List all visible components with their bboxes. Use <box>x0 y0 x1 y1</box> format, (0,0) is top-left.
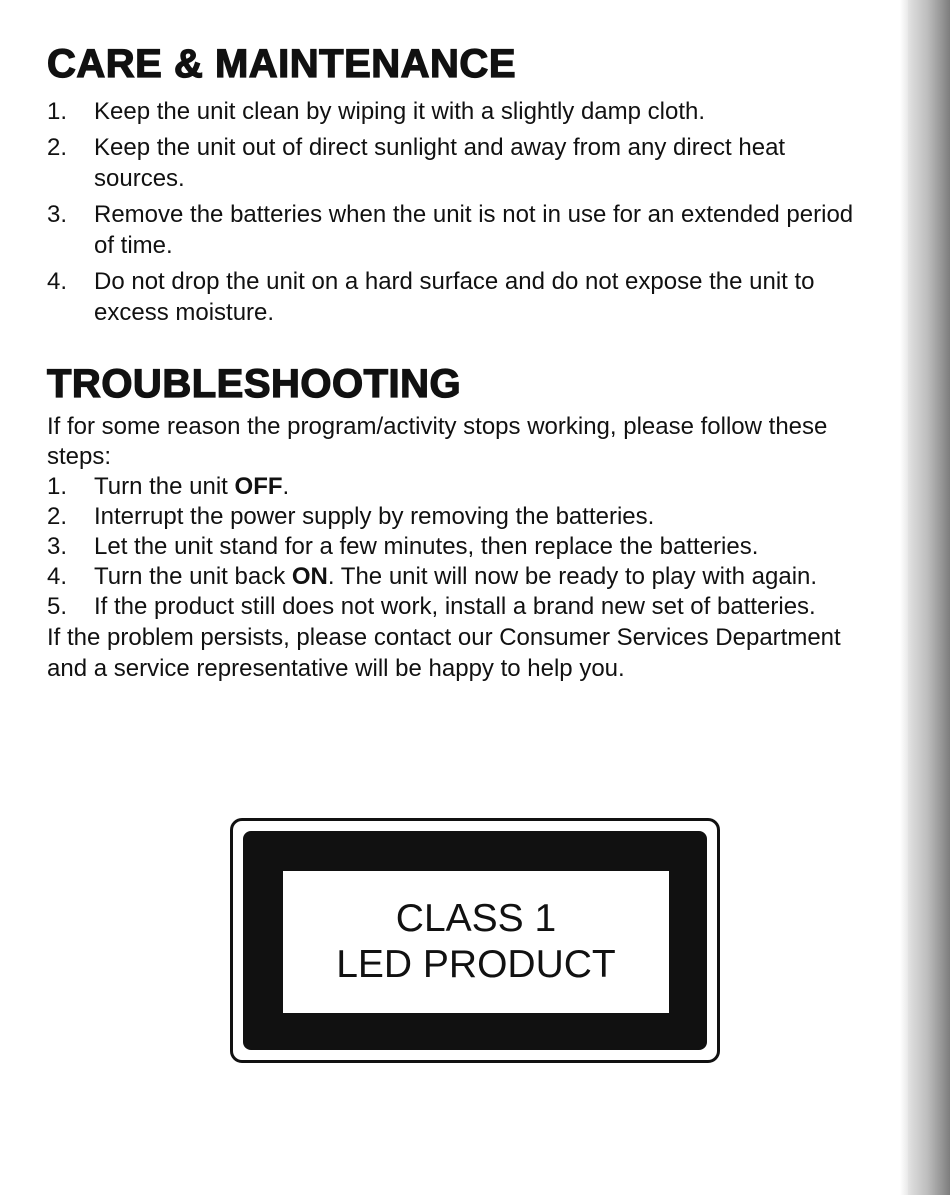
manual-page <box>47 38 867 684</box>
care-list <box>47 96 867 328</box>
care-item: 2. Keep the unit out of direct sunlight and away from any direct heat sources. <box>47 134 786 192</box>
step-item: 1. Turn the unit OFF. <box>47 473 290 500</box>
care-item: 1. Keep the unit clean by wiping it with a slightly damp cloth. <box>47 98 706 125</box>
care-item: 4. Do not drop the unit on a hard surface and do not expose the unit to excess moisture. <box>47 268 815 326</box>
troubleshooting-heading: TROUBLESHOOTING <box>47 362 462 406</box>
page-edge-shadow <box>900 0 950 1195</box>
step-item: 4. Turn the unit back ON. The unit will now be ready to play with again. <box>47 563 818 590</box>
label-text-box <box>283 871 669 1013</box>
care-item: 3. Remove the batteries when the unit is not in use for an extended period of time. <box>47 201 854 259</box>
step-item: 5. If the product still does not work, install a brand new set of batteries. <box>47 593 816 620</box>
label-line-2: LED PRODUCT <box>336 943 616 986</box>
step-item: 2. Interrupt the power supply by removing the batteries. <box>47 503 655 530</box>
troubleshooting-intro: If for some reason the program/activity stops working, please follow these steps: <box>47 413 828 470</box>
label-black-frame <box>243 831 707 1050</box>
care-maintenance-heading: CARE & MAINTENANCE <box>47 42 516 86</box>
class-1-led-label <box>230 818 720 1063</box>
label-line-1: CLASS 1 <box>395 897 557 940</box>
troubleshooting-outro: If the problem persists, please contact our Consumer Services Department and a service representative will be happy to help you. <box>47 624 841 682</box>
step-item: 3. Let the unit stand for a few minutes, then replace the batteries. <box>47 533 759 560</box>
troubleshooting-steps <box>47 472 867 622</box>
